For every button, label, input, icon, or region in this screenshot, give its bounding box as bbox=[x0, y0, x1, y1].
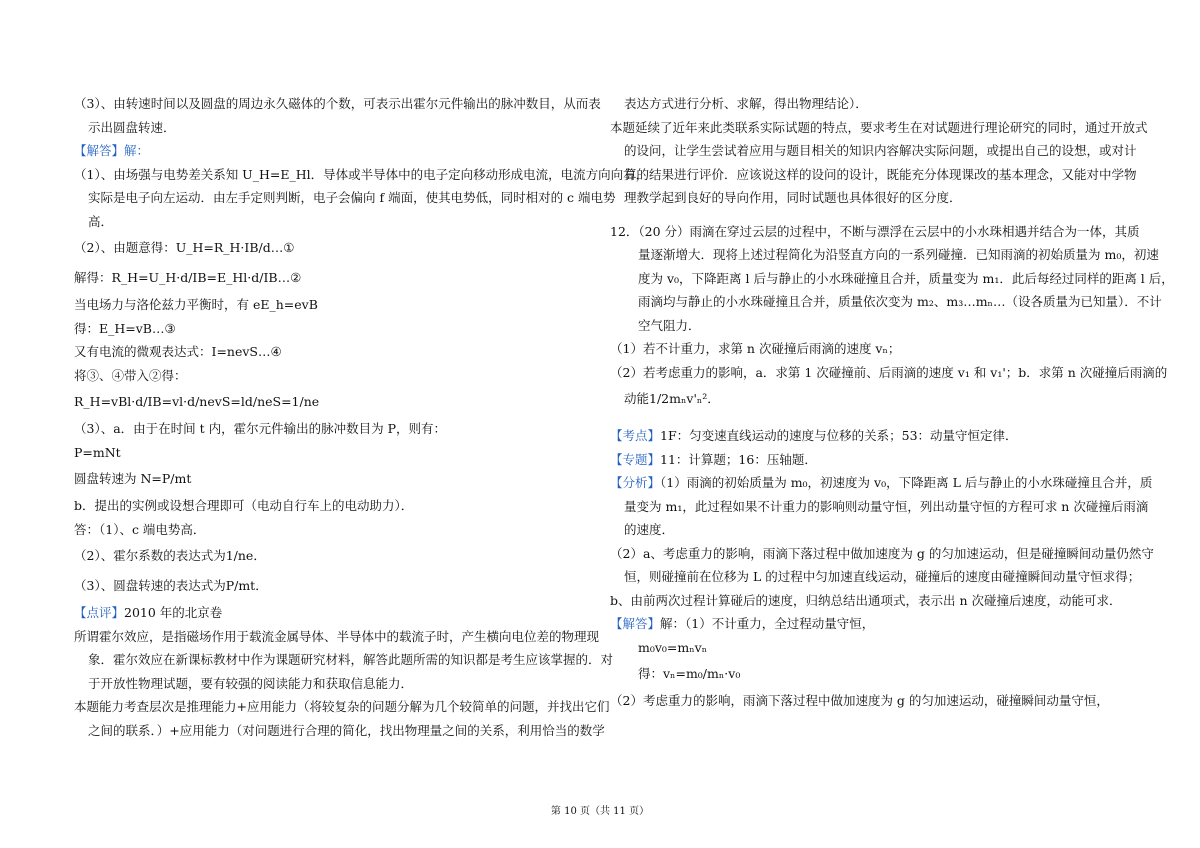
text-line: 的速度． bbox=[624, 522, 675, 537]
text-line: （1）、由场强与电势差关系知 U_H=E_Hl．导体或半导体中的电子定向移动形成电流，电流方向向右， bbox=[74, 166, 649, 182]
spacer bbox=[610, 210, 1130, 220]
section-tag: 【考点】 bbox=[610, 428, 661, 443]
question-line: 雨滴均与静止的小水珠碰撞且合并，质量依次变为 m₂、m₃…mₙ…（设各质量为已知量）．不计 bbox=[638, 294, 1162, 309]
formula-line: 得：vₙ=m₀/mₙ·v₀ bbox=[638, 666, 741, 681]
text-line: （2）a、考虑重力的影响，雨滴下落过程中做加速度为 g 的匀加速运动，但是碰撞瞬间动量仍然守 bbox=[610, 545, 1154, 561]
answer-line: 【解答】解：（1）不计重力，全过程动量守恒， bbox=[610, 616, 875, 631]
text-line: 表达方式进行分析、求解，得出物理结论）． bbox=[624, 96, 868, 111]
text-line: 当电场力与洛伦兹力平衡时，有 eE_h=evB bbox=[74, 297, 318, 312]
text-line: 实际是电子向左运动．由左手定则判断，电子会偏向 f 端面，使其电势低，同时相对的 c 端电势 bbox=[88, 190, 616, 205]
formula-line: （2）、霍尔系数的表达式为1/ne． bbox=[74, 548, 266, 563]
topic-line: 【专题】11：计算题；16：压轴题． bbox=[610, 451, 817, 467]
question-line: 12．（20 分）雨滴在穿过云层的过程中，不断与漂浮在云层中的小水珠相遇并结合为一体，其质 bbox=[610, 223, 1140, 239]
text-line: 答：（1）、c 端电势高． bbox=[74, 521, 206, 537]
text-line: 于开放性物理试题，要有较强的阅读能力和获取信息能力． bbox=[88, 675, 414, 691]
text-line: 所谓霍尔效应，是指磁场作用于载流金属导体、半导体中的载流子时，产生横向电位差的物理现 bbox=[74, 628, 600, 644]
right-column bbox=[610, 92, 1174, 713]
formula-line: m₀v₀=mₙvₙ bbox=[638, 639, 708, 655]
text-line: 将③、④带入②得： bbox=[74, 367, 187, 383]
question-line: （1）若不计重力，求第 n 次碰撞后雨滴的速度 vₙ； bbox=[610, 341, 901, 356]
text-line: （3）、由转速时间以及圆盘的周边永久磁体的个数，可表示出霍尔元件输出的脉冲数目，从而表 bbox=[74, 96, 601, 111]
section-tag: 【点评】 bbox=[74, 605, 125, 620]
text-line: 高． bbox=[88, 213, 114, 229]
page-footer: 第 10 页（共 11 页） bbox=[550, 806, 650, 817]
text-line: 又有电流的微观表达式：I=nevS…④ bbox=[74, 344, 282, 359]
text-line: 之间的联系．）+应用能力（对问题进行合理的简化，找出物理量之间的关系，利用恰当的数学 bbox=[88, 722, 605, 738]
section-tag: 【分析】 bbox=[610, 475, 661, 490]
question-line: 空气阻力． bbox=[638, 317, 701, 333]
text-line: 象．霍尔效应在新课标教材中作为课题研究材料，解答此题所需的知识都是考生应该掌握的．对 bbox=[88, 652, 614, 667]
formula-line: P=mNt bbox=[74, 444, 121, 460]
text-line: b．提出的实例或设想合理即可（电动自行车上的电动助力）． bbox=[74, 498, 414, 513]
text-line: 得：E_H=vB…③ bbox=[74, 320, 176, 336]
text-line: 示出圆盘转速． bbox=[88, 119, 176, 135]
formula-line: （3）、圆盘转速的表达式为P/mt． bbox=[74, 578, 268, 593]
question-line: 度为 v₀，下降距离 l 后与静止的小水珠碰撞且合并，质量变为 m₁．此后每经过同样的距离 l 后， bbox=[638, 270, 1174, 286]
section-tag: 【专题】 bbox=[610, 451, 661, 467]
formula-line: 动能1/2mₙv'ₙ²． bbox=[624, 391, 720, 406]
question-line: 量逐渐增大．现将上述过程简化为沿竖直方向的一系列碰撞．已知雨滴的初始质量为 m₀，初速 bbox=[638, 247, 1159, 262]
section-tag: 【解答】 bbox=[610, 616, 661, 631]
answer-tag: 【解答】解： bbox=[74, 143, 150, 158]
text-line: （3）、a．由于在时间 t 内，霍尔元件输出的脉冲数目为 P，则有： bbox=[74, 421, 447, 436]
question-line: （2）若考虑重力的影响，a．求第 1 次碰撞前、后雨滴的速度 v₁ 和 v₁'；b．求第 n 次碰撞后雨滴的 bbox=[610, 364, 1168, 380]
text-line: b、由前两次过程计算碰后的速度，归纳总结出通项式，表示出 n 次碰撞后速度，动能可求． bbox=[610, 592, 1122, 608]
text-line: 量变为 m₁，此过程如果不计重力的影响则动量守恒，列出动量守恒的方程可求 n 次碰撞后雨滴 bbox=[624, 498, 1149, 514]
answer-heading bbox=[74, 139, 590, 163]
text-line: 本题延续了近年来此类联系实际试题的特点，要求考生在对试题进行理论研究的同时，通过开放式 bbox=[610, 119, 1148, 135]
analysis-line: 【分析】（1）雨滴的初始质量为 m₀，初速度为 v₀，下降距离 L 后与静止的小水珠碰撞且合并，质 bbox=[610, 475, 1153, 490]
formula-line: 解得：R_H=U_H·d/IB=E_Hl·d/IB…② bbox=[74, 270, 302, 285]
text-line: 理教学起到良好的导向作用，同时试题也具体很好的区分度． bbox=[624, 190, 962, 205]
formula-line: R_H=vBl·d/IB=vl·d/nevS=ld/neS=1/ne bbox=[74, 394, 320, 409]
comment-heading: 【点评】2010 年的北京卷 bbox=[74, 605, 223, 620]
spacer bbox=[610, 414, 1130, 424]
text-line: 算的结果进行评价．应该说这样的设问的设计，既能充分体现课改的基本理念，又能对中学物 bbox=[624, 166, 1137, 182]
text-line: 本题能力考查层次是推理能力+应用能力（将较复杂的问题分解为几个较简单的问题，并找出它们 bbox=[74, 699, 610, 714]
text-line: （2）考虑重力的影响，雨滴下落过程中做加速度为 g 的匀加速运动，碰撞瞬间动量守恒， bbox=[610, 693, 1109, 708]
formula-line: （2）、由题意得：U_H=R_H·IB/d…① bbox=[74, 240, 295, 255]
text-line: 的设问，让学生尝试着应用与题目相关的知识内容解决实际问题，或提出自己的设想，或对计 bbox=[624, 143, 1137, 158]
knowledge-point: 【考点】1F：匀变速直线运动的速度与位移的关系；53：动量守恒定律． bbox=[610, 428, 1018, 443]
text-line: 恒，则碰撞前在位移为 L 的过程中匀加速直线运动，碰撞后的速度由碰撞瞬间动量守恒求得； bbox=[624, 569, 1141, 584]
formula-line: 圆盘转速为 N=P/mt bbox=[74, 471, 192, 486]
